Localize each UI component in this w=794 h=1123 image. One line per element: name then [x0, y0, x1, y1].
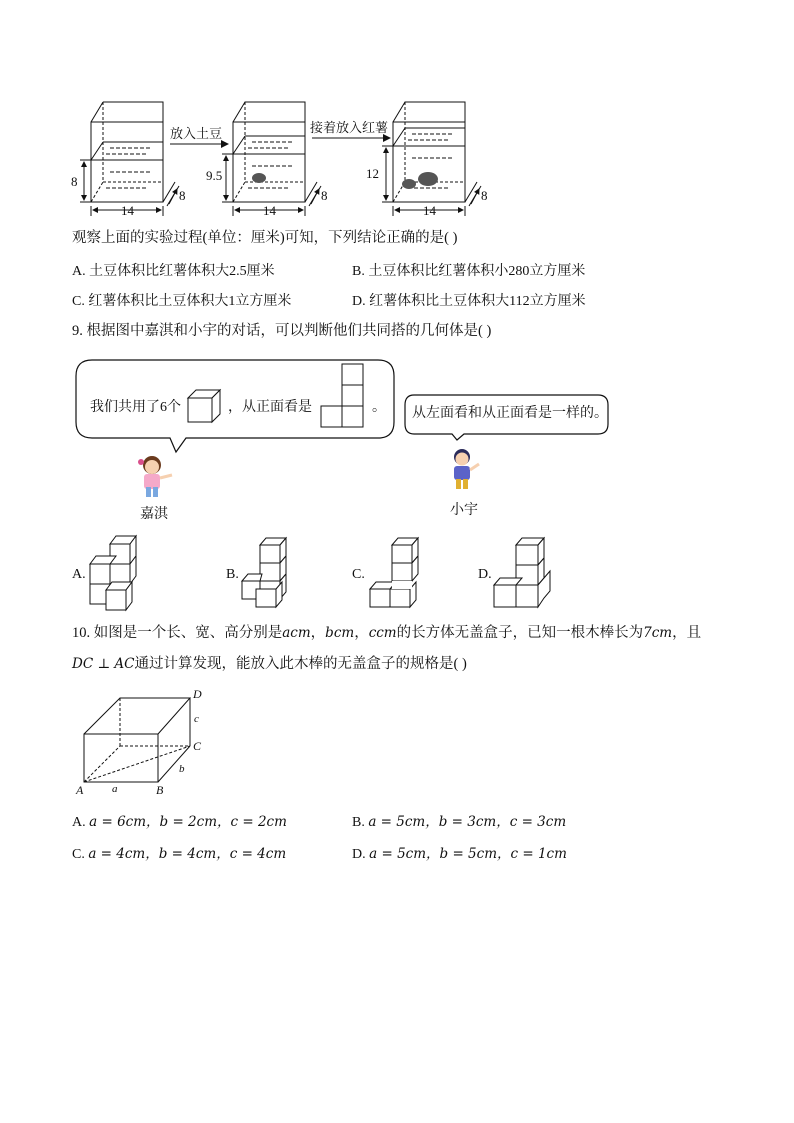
box2-height-label: 9.5 — [206, 168, 223, 183]
beaker-box-2 — [222, 102, 321, 216]
q8-option-c[interactable]: C. 红薯体积比土豆体积大1立方厘米 — [72, 294, 292, 309]
arrow-label-1: 放入土豆 — [170, 126, 223, 141]
q10-box-figure — [72, 684, 212, 796]
bubble1-text-mid: ，从正面看是 — [228, 400, 312, 415]
cube-icon — [188, 390, 220, 422]
box1-length-label: 14 — [121, 203, 134, 218]
arrow-label-2: 接着放入红薯 — [310, 120, 389, 135]
q10-stem-line1: 10. 如图是一个长、宽、高分别是acm，bcm，ccm的长方体无盖盒子，已知一根木棒长为7cm，且 — [72, 625, 702, 641]
label-a-edge: a — [112, 783, 118, 795]
q10-option-a[interactable]: A. a = 6cm，b = 2cm，c = 2cm — [72, 814, 287, 830]
q10-option-d[interactable]: D. a = 5cm，b = 5cm，c = 1cm — [352, 846, 567, 862]
q9-option-c-label[interactable]: C. — [352, 567, 365, 582]
box1-width-label: 8 — [179, 188, 186, 203]
q10-option-c[interactable]: C. a = 4cm，b = 4cm，c = 4cm — [72, 846, 287, 862]
q9-option-d-figure[interactable] — [490, 533, 560, 611]
box3-length-label: 14 — [423, 203, 436, 218]
q9-option-c-figure[interactable] — [364, 535, 424, 610]
label-d: D — [193, 687, 202, 701]
box3-height-label: 12 — [366, 166, 379, 181]
label-a: A — [76, 783, 84, 796]
bubble1-text-end: 。 — [372, 400, 386, 415]
q9-stem: 9. 根据图中嘉淇和小宇的对话，可以判断他们共同搭的几何体是( ) — [72, 323, 492, 339]
q10-option-b[interactable]: B. a = 5cm，b = 3cm，c = 3cm — [352, 814, 567, 830]
box2-length-label: 14 — [263, 203, 276, 218]
box2-width-label: 8 — [321, 188, 328, 203]
q8-option-b[interactable]: B. 土豆体积比红薯体积小280立方厘米 — [352, 264, 586, 279]
bubble1-text-pre: 我们共用了6个 — [90, 400, 181, 415]
label-c-vertex: C — [193, 739, 202, 753]
q8-option-d[interactable]: D. 红薯体积比土豆体积大112立方厘米 — [352, 294, 586, 309]
box1-height-label: 8 — [71, 174, 78, 189]
q9-option-a-figure[interactable] — [84, 532, 144, 612]
beaker-box-3 — [382, 102, 481, 216]
q9-option-b-figure[interactable] — [236, 535, 296, 610]
boy-xiaoyu-avatar — [444, 446, 484, 494]
label-c-edge: c — [194, 713, 199, 725]
label-b-edge: b — [179, 763, 185, 775]
q10-stem-line2: DC ⊥ AC通过计算发现，能放入此木棒的无盖盒子的规格是( ) — [72, 656, 467, 672]
q9-option-b-label[interactable]: B. — [226, 567, 239, 582]
q8-prompt: 观察上面的实验过程(单位：厘米)可知，下列结论正确的是( ) — [72, 230, 458, 246]
q9-option-d-label[interactable]: D. — [478, 567, 492, 582]
name-jiaqi: 嘉淇 — [140, 507, 168, 522]
label-b-vertex: B — [156, 783, 164, 796]
name-xiaoyu: 小宇 — [450, 503, 478, 518]
beaker-box-1 — [80, 102, 179, 216]
q9-option-a-label[interactable]: A. — [72, 567, 86, 582]
box3-width-label: 8 — [481, 188, 488, 203]
q8-option-a[interactable]: A. 土豆体积比红薯体积大2.5厘米 — [72, 264, 275, 279]
bubble2-text: 从左面看和从正面看是一样的。 — [412, 406, 608, 421]
q8-experiment-figure — [60, 96, 490, 220]
girl-jiaqi-avatar — [132, 451, 178, 501]
